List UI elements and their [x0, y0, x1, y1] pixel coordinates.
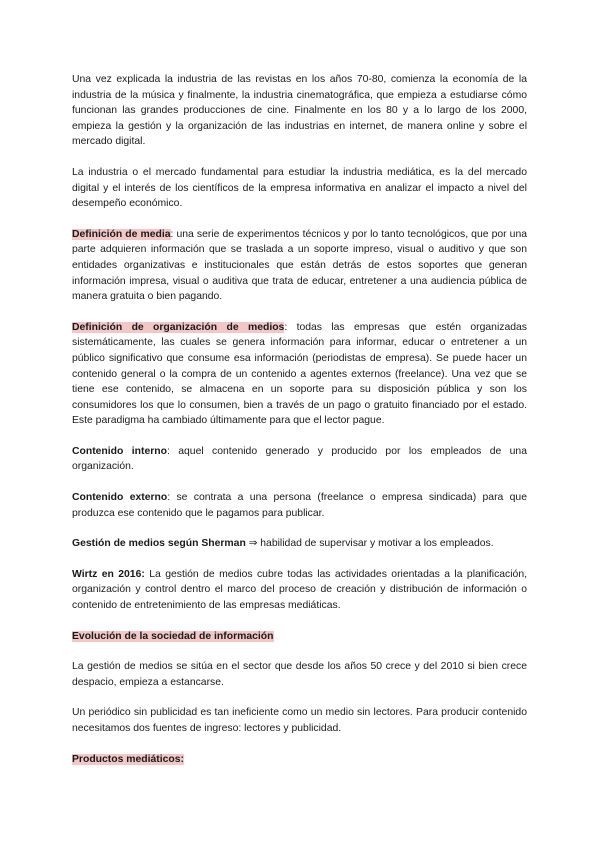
paragraph-sherman [72, 536, 527, 552]
paragraph-wirtz [72, 567, 527, 614]
paragraph-sector: La gestión de medios se sitúa en el sector que desde los años 50 crece y del 2010 si bien crece despacio, empieza a estancarse. [72, 661, 527, 688]
text-internal-content: : aquel contenido generado y producido por los empleados de una organización. [72, 445, 527, 473]
term-internal-content: Contenido interno [72, 445, 167, 457]
term-media-organization: Definición de organización de medios [72, 321, 285, 333]
term-media-definition: Definición de media [72, 228, 171, 240]
heading-information-society [72, 629, 527, 645]
paragraph-media-organization [72, 320, 527, 429]
heading-media-products [72, 752, 527, 768]
text-sherman: ⇒ habilidad de supervisar y motivar a los empleados. [245, 538, 494, 550]
text-wirtz: La gestión de medios cubre todas las actividades orientadas a la planificación, organización y control dentro el marco del proceso de creación y distribución de información o contenido de entretenimiento de las empresas mediáticas. [72, 568, 527, 612]
paragraph-digital-market: La industria o el mercado fundamental para estudiar la industria mediática, es la del mercado digital y el interés de los científicos de la empresa informativa en analizar el impacto a nivel del desempeño económico. [72, 166, 527, 210]
paragraph-advertising: Un periódico sin publicidad es tan ineficiente como un medio sin lectores. Para producir contenido necesitamos dos fuentes de ingreso: lectores y publicidad. [72, 707, 527, 734]
paragraph-media-definition [72, 227, 527, 305]
text-media-organization: : todas las empresas que estén organizadas sistemáticamente, las cuales se genera información para informar, educar o entretener a un público significativo que consume esa información (periodistas de empresa). Se puede hacer un contenido general o la compra de un contenido a agentes externos (freelance). Una vez que se tiene ese contenido, se almacena en un soporte para su disposición pública y son los consumidores los que lo consumen, bien a través de un pago o gratuito financiado por el estado. Este paradigma ha cambiado últimamente para que el lector pague. [72, 321, 527, 427]
paragraph-intro: Una vez explicada la industria de las revistas en los años 70-80, comienza la economía de la industria de la música y finalmente, la industria cinematográfica, que empieza a estudiarse cómo funcionan las grandes producciones de cine. Finalmente en los 80 y a lo largo de los 2000, empieza la gestión y la organización de las industrias en internet, de manera online y sobre el mercado digital. [72, 74, 527, 148]
heading-media-products-text: Productos mediáticos: [72, 753, 185, 765]
text-external-content: : se contrata a una persona (freelance o empresa sindicada) para que produzca ese contenido que le pagamos para publicar. [72, 492, 527, 519]
paragraph-external-content [72, 490, 527, 521]
text-media-definition: : una serie de experimentos técnicos y por lo tanto tecnológicos, que por una parte adquieren información que se traslada a un soporte impreso, visual o auditivo y que son entidades organizativas e institucionales que están detrás de estos soportes que generan información impresa, visual o auditiva que trata de educar, entretener a una audiencia pública de manera gratuita o bien pagando. [72, 228, 528, 303]
term-external-content: Contenido externo [72, 492, 168, 504]
document-page [72, 72, 527, 767]
paragraph-internal-content [72, 444, 527, 475]
term-sherman: Gestión de medios según Sherman [72, 538, 246, 550]
heading-information-society-text: Evolución de la sociedad de información [72, 630, 274, 642]
term-wirtz: Wirtz en 2016: [72, 568, 145, 580]
